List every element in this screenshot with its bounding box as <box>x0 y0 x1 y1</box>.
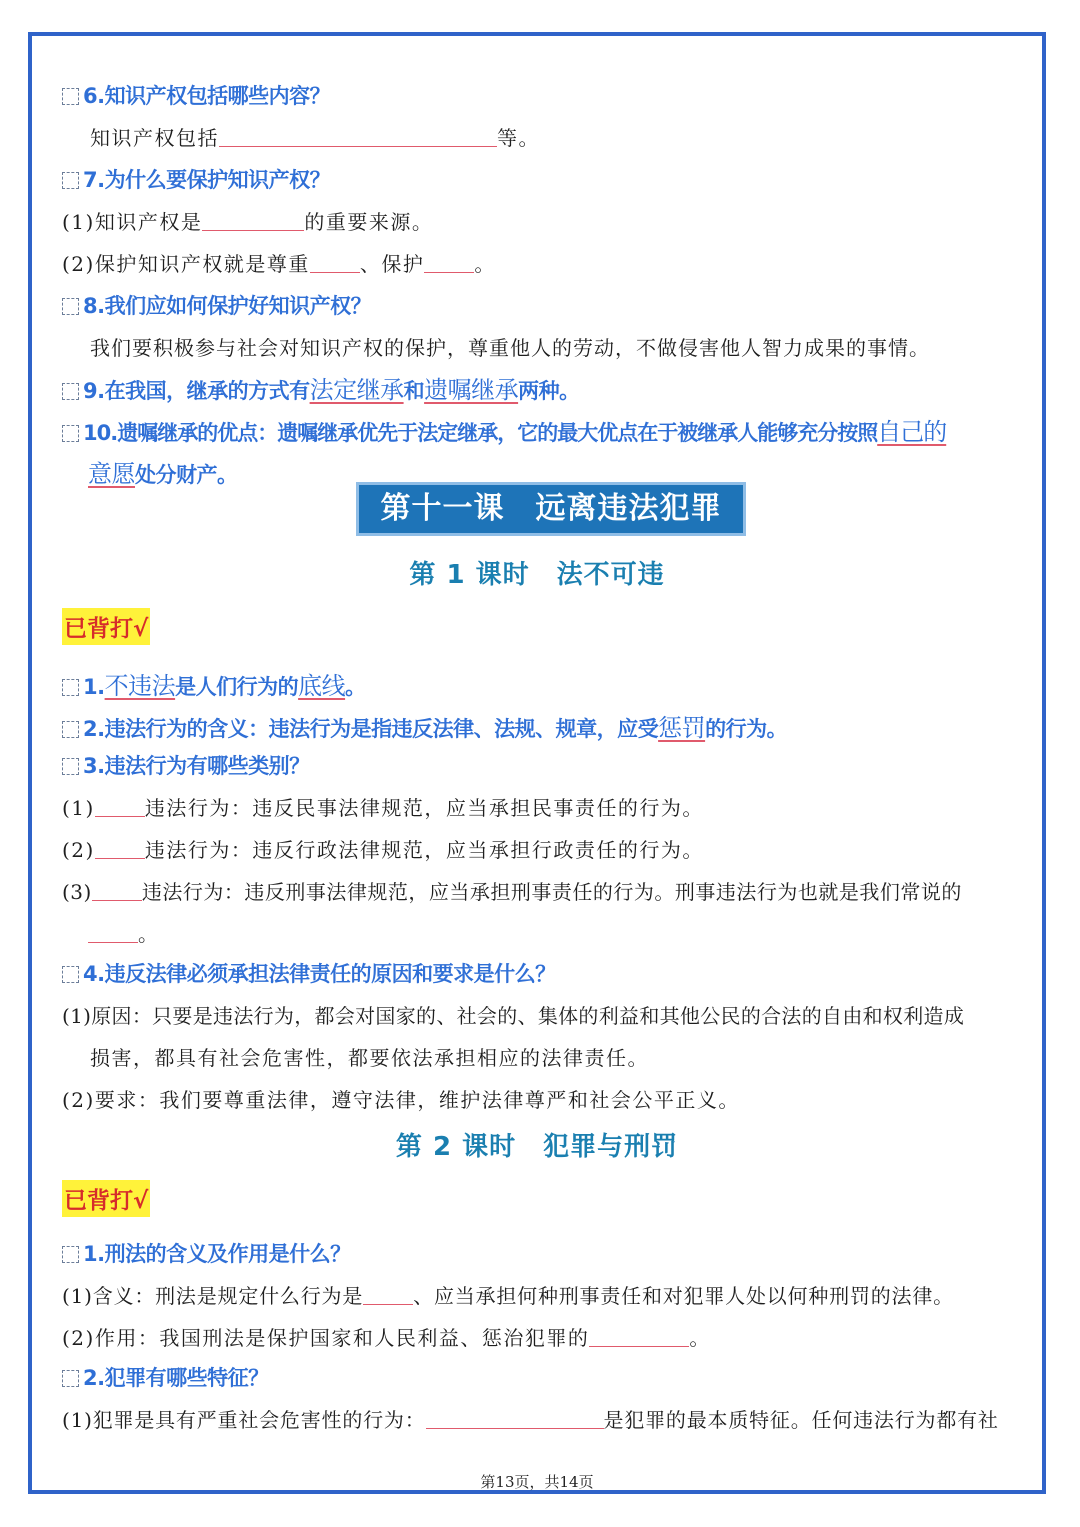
checkbox[interactable] <box>62 1246 79 1263</box>
s1-answer-3-3: (3) 违法行为：违反刑事法律规范，应当承担刑事责任的行为。刑事违法行为也就是我们常说的 <box>62 880 962 904</box>
fill-blank[interactable] <box>88 922 138 943</box>
answer-underlined: 自己的 <box>877 418 947 446</box>
fill-blank[interactable] <box>219 126 497 147</box>
checkbox[interactable] <box>62 1370 79 1387</box>
s1-answer-3-3-cont: 。 <box>88 918 160 947</box>
fill-blank[interactable] <box>95 796 145 817</box>
question-10: 10.遗嘱继承的优点：遗嘱继承优先于法定继承，它的最大优点在于被继承人能够充分按照自己的 <box>62 412 946 447</box>
answer-underlined: 遗嘱继承 <box>424 376 519 404</box>
answer-underlined: 意愿 <box>88 460 135 488</box>
s1-question-4: 4.违反法律必须承担法律责任的原因和要求是什么？ <box>62 958 556 988</box>
lesson-title: 第十一课 远离违法犯罪 <box>356 482 746 536</box>
s2-answer-1-2: (2)作用：我国刑法是保护国家和人民利益、惩治犯罪的 。 <box>62 1326 711 1350</box>
s1-answer-4-2: (2)要求：我们要尊重法律，遵守法律，维护法律尊严和社会公平正义。 <box>62 1088 740 1112</box>
s1-answer-3-1: (1) 违法行为：违反民事法律规范，应当承担民事责任的行为。 <box>62 796 704 820</box>
memorized-flag: 已背打√ <box>62 1180 150 1217</box>
section-title-1: 第 1 课时 法不可违 <box>409 560 665 590</box>
checkbox[interactable] <box>62 383 79 400</box>
s2-question-1: 1.刑法的含义及作用是什么？ <box>62 1238 351 1268</box>
answer-underlined: 惩罚 <box>658 714 706 742</box>
s2-answer-2-1: (1)犯罪是具有严重社会危害性的行为： 是犯罪的最本质特征。任何违法行为都有社 <box>62 1408 999 1432</box>
question-6: 6.知识产权包括哪些内容？ <box>62 80 330 110</box>
answer-7-2: (2)保护知识产权就是尊重 、保护 。 <box>62 252 496 276</box>
checkbox[interactable] <box>62 758 79 775</box>
checkbox[interactable] <box>62 721 79 738</box>
fill-blank[interactable] <box>424 252 474 273</box>
question-9: 9.在我国，继承的方式有法定继承和遗嘱继承两种。 <box>62 370 580 405</box>
fill-blank[interactable] <box>202 210 304 231</box>
answer-underlined: 法定继承 <box>309 376 404 404</box>
fill-blank[interactable] <box>363 1284 413 1305</box>
answer-8: 我们要积极参与社会对知识产权的保护，尊重他人的劳动，不做侵害他人智力成果的事情。 <box>90 336 930 360</box>
s2-answer-1-1: (1)含义：刑法是规定什么行为是 、应当承担何种刑事责任和对犯罪人处以何种刑罚的法律。 <box>62 1284 954 1308</box>
fill-blank[interactable] <box>589 1326 689 1347</box>
s1-answer-3-2: (2) 违法行为：违反行政法律规范，应当承担行政责任的行为。 <box>62 838 704 862</box>
fill-blank[interactable] <box>95 838 145 859</box>
s2-question-2: 2.犯罪有哪些特征？ <box>62 1362 269 1392</box>
fill-blank[interactable] <box>310 252 360 273</box>
section-title-2: 第 2 课时 犯罪与刑罚 <box>395 1132 679 1162</box>
answer-underlined: 底线 <box>298 672 346 700</box>
answer-6: 知识产权包括 等。 <box>90 126 540 150</box>
question-10-cont: 意愿处分财产。 <box>88 460 238 488</box>
fill-blank[interactable] <box>426 1408 604 1429</box>
page-number: 第13页，共14页 <box>480 1473 594 1491</box>
question-7: 7.为什么要保护知识产权？ <box>62 164 330 194</box>
checkbox[interactable] <box>62 298 79 315</box>
s1-answer-4-1: (1)原因：只要是违法行为，都会对国家的、社会的、集体的利益和其他公民的合法的自由和权利造成 <box>62 1004 965 1028</box>
page-frame <box>28 32 1046 1494</box>
question-8: 8.我们应如何保护好知识产权？ <box>62 290 371 320</box>
s1-question-1: 1.不违法是人们行为的底线。 <box>62 666 366 701</box>
fill-blank[interactable] <box>92 880 142 901</box>
checkbox[interactable] <box>62 172 79 189</box>
s1-answer-4-1-cont: 损害，都具有社会危害性，都要依法承担相应的法律责任。 <box>90 1046 649 1070</box>
s1-question-3: 3.违法行为有哪些类别？ <box>62 750 310 780</box>
checkbox[interactable] <box>62 966 79 983</box>
checkbox[interactable] <box>62 679 79 696</box>
answer-7-1: (1)知识产权是 的重要来源。 <box>62 210 434 234</box>
s1-question-2: 2.违法行为的含义：违法行为是指违反法律、法规、规章，应受惩罚的行为。 <box>62 708 787 743</box>
memorized-flag: 已背打√ <box>62 608 150 645</box>
checkbox[interactable] <box>62 88 79 105</box>
answer-underlined: 不违法 <box>104 672 176 700</box>
checkbox[interactable] <box>62 425 79 442</box>
